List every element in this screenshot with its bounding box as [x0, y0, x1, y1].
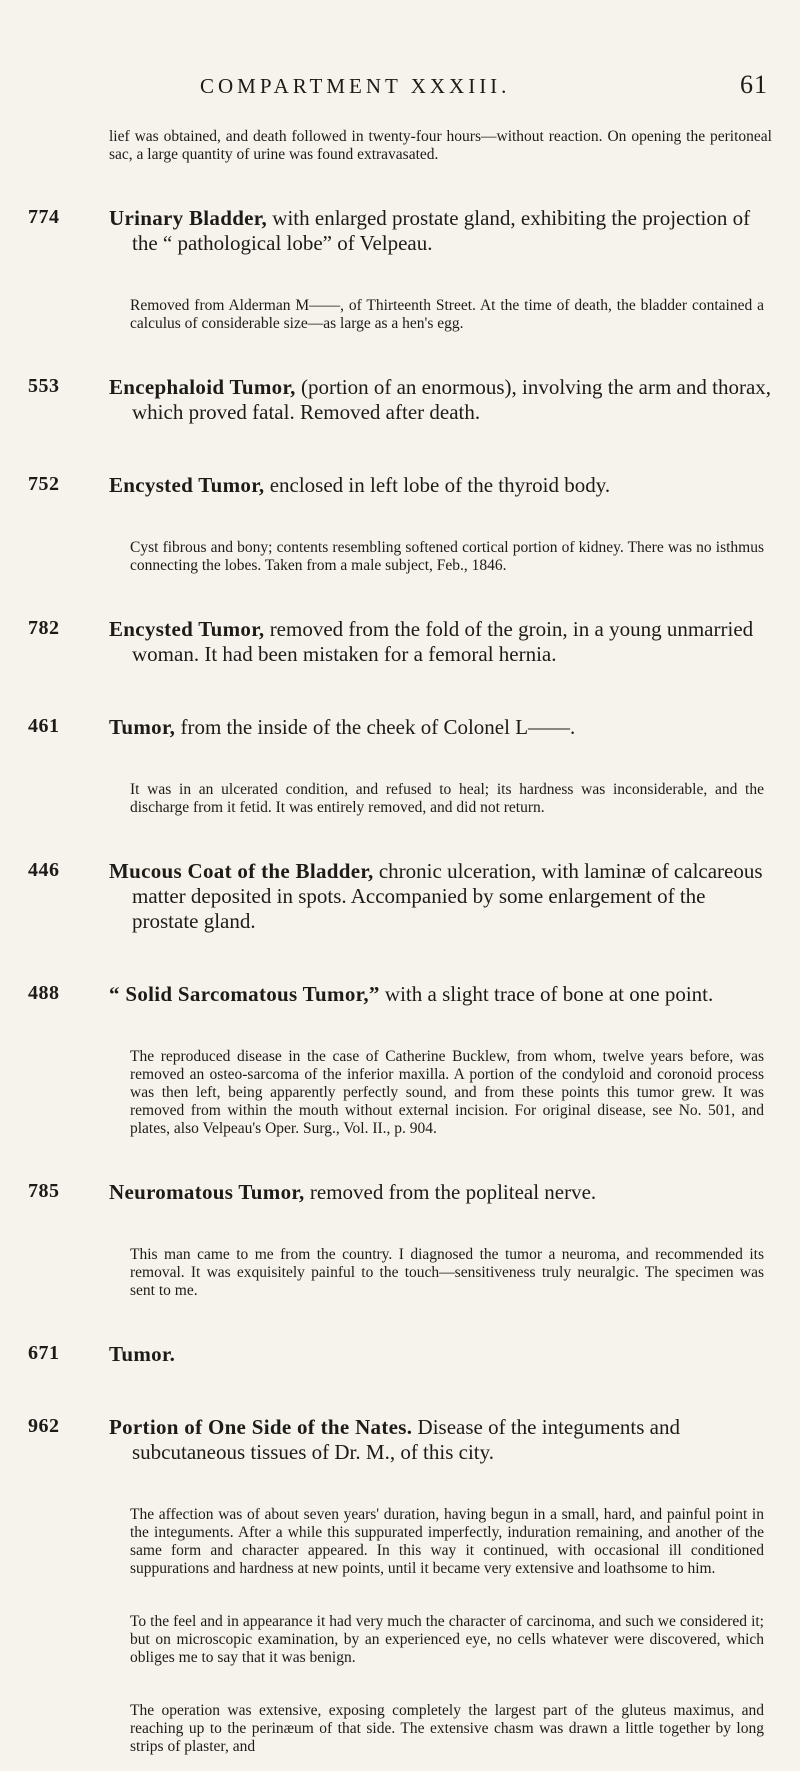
specimen-title: Neuromatous Tumor,: [109, 1180, 305, 1204]
specimen-description: enclosed in left lobe of the thyroid body.: [264, 473, 611, 497]
case-note: This man came to me from the country. I diagnosed the tumor a neuroma, and recommended its removal. It was exquisitely painful to the touch—sensitiveness truly neuralgic. The specimen was sent to me.: [130, 1245, 764, 1299]
case-note: Cyst fibrous and bony; contents resembling softened cortical portion of kidney. There was no isthmus connecting the lobes. Taken from a male subject, Feb., 1846.: [130, 538, 764, 574]
catalogue-entry: [0, 859, 800, 934]
case-note: The reproduced disease in the case of Catherine Bucklew, from whom, twelve years before, was removed an osteo-sarcoma of the inferior maxilla. A portion of the condyloid and coronoid process was then left, being apparently perfectly sound, and from these points this tumor grew. It was removed from within the mouth without external incision. For original disease, see No. 501, and plates, also Velpeau's Oper. Surg., Vol. II., p. 904.: [130, 1047, 764, 1137]
entry-heading: [109, 206, 772, 256]
entry-heading: [109, 473, 772, 498]
catalogue-entry: [0, 982, 800, 1138]
catalogue-entry: [0, 473, 800, 575]
specimen-number: 962: [28, 1415, 60, 1437]
case-note: Removed from Alderman M——, of Thirteenth Street. At the time of death, the bladder contained a calculus of considerable size—as large as a hen's egg.: [130, 296, 764, 332]
entry-heading: [109, 617, 772, 667]
specimen-title: Tumor,: [109, 715, 176, 739]
entry-heading: [109, 859, 772, 934]
specimen-description: Disease of the integuments and subcutaneous tissues of Dr. M., of this city.: [132, 1415, 680, 1464]
catalogue-entry: [0, 1180, 800, 1300]
entry-heading: [109, 982, 772, 1007]
catalogue-entry: [0, 617, 800, 667]
case-note: It was in an ulcerated condition, and refused to heal; its hardness was inconsiderable, and the discharge from it fetid. It was entirely removed, and did not return.: [130, 780, 764, 816]
case-note: The operation was extensive, exposing completely the largest part of the gluteus maximus, and reaching up to the perinæum of that side. The extensive chasm was drawn a little together by long strips of plaster, and: [130, 1701, 764, 1755]
entry-heading: [109, 1415, 772, 1465]
catalogue-entry: [0, 715, 800, 817]
specimen-number: 782: [28, 617, 60, 639]
entry-heading: [109, 1342, 772, 1367]
case-note: To the feel and in appearance it had very much the character of carcinoma, and such we considered it; but on microscopic examination, by an experienced eye, no cells whatever were discovered, which obliges me to say that it was benign.: [130, 1612, 764, 1666]
entry-heading: [109, 715, 772, 740]
entry-heading: [109, 375, 772, 425]
specimen-description: removed from the fold of the groin, in a young unmarried woman. It had been mistaken for a femoral hernia.: [132, 617, 754, 666]
specimen-number: 446: [28, 859, 60, 881]
specimen-number: 553: [28, 375, 60, 397]
specimen-number: 461: [28, 715, 60, 737]
specimen-title: Urinary Bladder,: [109, 206, 268, 230]
entry-heading: [109, 1180, 772, 1205]
catalogue-entry: [0, 1415, 800, 1756]
specimen-description: chronic ulceration, with laminæ of calcareous matter deposited in spots. Accompanied by some enlargement of the prostate gland.: [132, 859, 763, 933]
specimen-title: Encephaloid Tumor,: [109, 375, 296, 399]
specimen-description: removed from the popliteal nerve.: [304, 1180, 597, 1204]
catalogue-entry: [0, 206, 800, 333]
specimen-description: from the inside of the cheek of Colonel L——.: [175, 715, 576, 739]
case-note: The affection was of about seven years' duration, having begun in a small, hard, and painful point in the integuments. After a while this suppurated imperfectly, induration remaining, and another of the same form and character appeared. In this way it continued, with occasional ill conditioned suppurations and hardness at new points, until it became very extensive and loathsome to him.: [130, 1505, 764, 1577]
specimen-description: with a slight trace of bone at one point.: [379, 982, 714, 1006]
specimen-title: Encysted Tumor,: [109, 473, 265, 497]
specimen-title: Encysted Tumor,: [109, 617, 265, 641]
specimen-title: Portion of One Side of the Nates.: [109, 1415, 413, 1439]
catalogue-entry: [0, 1342, 800, 1367]
running-head-title: COMPARTMENT XXXIII.: [200, 74, 511, 98]
specimen-description: (portion of an enormous), involving the arm and thorax, which proved fatal. Removed after death.: [132, 375, 772, 424]
page-number: 61: [740, 70, 768, 99]
specimen-number: 785: [28, 1180, 60, 1202]
specimen-number: 774: [28, 206, 60, 228]
specimen-number: 671: [28, 1342, 60, 1364]
specimen-number: 752: [28, 473, 60, 495]
specimen-title: Tumor.: [109, 1342, 176, 1366]
specimen-number: 488: [28, 982, 60, 1004]
specimen-title: “ Solid Sarcomatous Tumor,”: [109, 982, 380, 1006]
specimen-title: Mucous Coat of the Bladder,: [109, 859, 374, 883]
continuation-text: lief was obtained, and death followed in twenty-four hours—without reaction. On opening the peritoneal sac, a large quantity of urine was found extravasated.: [109, 127, 772, 163]
catalogue-entry: [0, 375, 800, 425]
specimen-description: with enlarged prostate gland, exhibiting the projection of the “ pathological lobe” of Velpeau.: [132, 206, 751, 255]
catalogue-body: [0, 112, 800, 1771]
